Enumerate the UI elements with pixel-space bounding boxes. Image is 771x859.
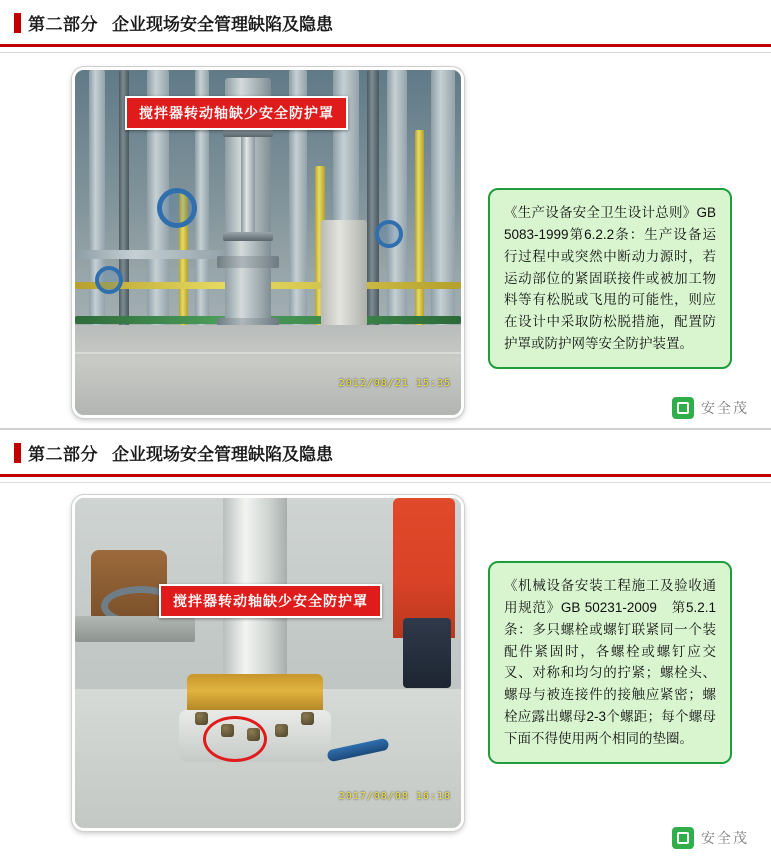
- pipe: [415, 130, 424, 338]
- photo-timestamp: 2012/08/21 15:35: [338, 378, 451, 389]
- slide-2-header: [0, 430, 771, 474]
- flange-bolts-photo: [75, 498, 461, 828]
- pipe: [367, 70, 379, 332]
- page-title: 企业现场安全管理缺陷及隐患: [112, 444, 333, 464]
- worker-coverall: [393, 498, 455, 638]
- slide-2-body: [0, 483, 771, 859]
- rusty-valve-body: [91, 550, 167, 622]
- pipe: [89, 70, 105, 340]
- header-section-label: 第二部分: [28, 444, 98, 464]
- header-rule: [0, 44, 771, 47]
- watermark: [672, 827, 749, 849]
- tank: [321, 220, 367, 340]
- photo-red-banner: 搅拌器转动轴缺少安全防护罩: [159, 584, 382, 618]
- valve-handwheel: [157, 188, 197, 228]
- pipe: [387, 70, 407, 336]
- watermark-label: 安全茂: [701, 830, 749, 846]
- flange: [223, 232, 273, 241]
- header-accent-bar: [14, 443, 21, 463]
- watermark: [672, 397, 749, 419]
- logo-icon: [672, 397, 694, 419]
- photo-floor: [75, 325, 461, 415]
- bolt: [301, 712, 314, 725]
- photo-timestamp: 2017/08/08 16:18: [338, 791, 451, 802]
- pipe: [431, 70, 455, 338]
- slide-1-header: [0, 0, 771, 44]
- header-rule: [0, 474, 771, 477]
- pipe: [75, 616, 195, 642]
- header-accent-bar: [14, 13, 21, 33]
- pipe: [75, 250, 225, 259]
- slide-1-body: [0, 53, 771, 428]
- slide-1: [0, 0, 771, 428]
- photo-frame-1: [72, 67, 464, 418]
- header-section-label: 第二部分: [28, 14, 98, 34]
- regulation-note-box: 《生产设备安全卫生设计总则》GB 5083-1999第6.2.2条：生产设备运行过程中或突然中断动力源时，若运动部位的紧固联接件或被加工物料等有松脱或飞甩的可能性，则应在设计中采取防松脱措施，配置防护罩或防护网等安全防护装置。: [488, 188, 732, 369]
- slide-2: [0, 430, 771, 859]
- logo-icon: [672, 827, 694, 849]
- valve-handwheel: [95, 266, 123, 294]
- rotating-shaft: [241, 130, 255, 235]
- photo-red-banner: 搅拌器转动轴缺少安全防护罩: [125, 96, 348, 130]
- defect-highlight-circle: [203, 716, 267, 762]
- watermark-label: 安全茂: [701, 400, 749, 416]
- worker-legs: [403, 618, 451, 688]
- regulation-note-box: 《机械设备安装工程施工及验收通用规范》GB 50231-2009 第5.2.1条：多只螺栓或螺钉联紧同一个装配件紧固时，各螺栓或螺钉应交叉、对称和均匀的拧紧；螺栓头、螺母与被连接件的接触应紧密；螺栓应露出螺母2-3个螺距；每个螺母下面不得使用两个相同的垫圈。: [488, 561, 732, 764]
- bolt: [275, 724, 288, 737]
- valve-handwheel: [375, 220, 403, 248]
- photo-frame-2: [72, 495, 464, 831]
- column-band: [217, 256, 279, 268]
- bolt: [195, 712, 208, 725]
- page-title: 企业现场安全管理缺陷及隐患: [112, 14, 333, 34]
